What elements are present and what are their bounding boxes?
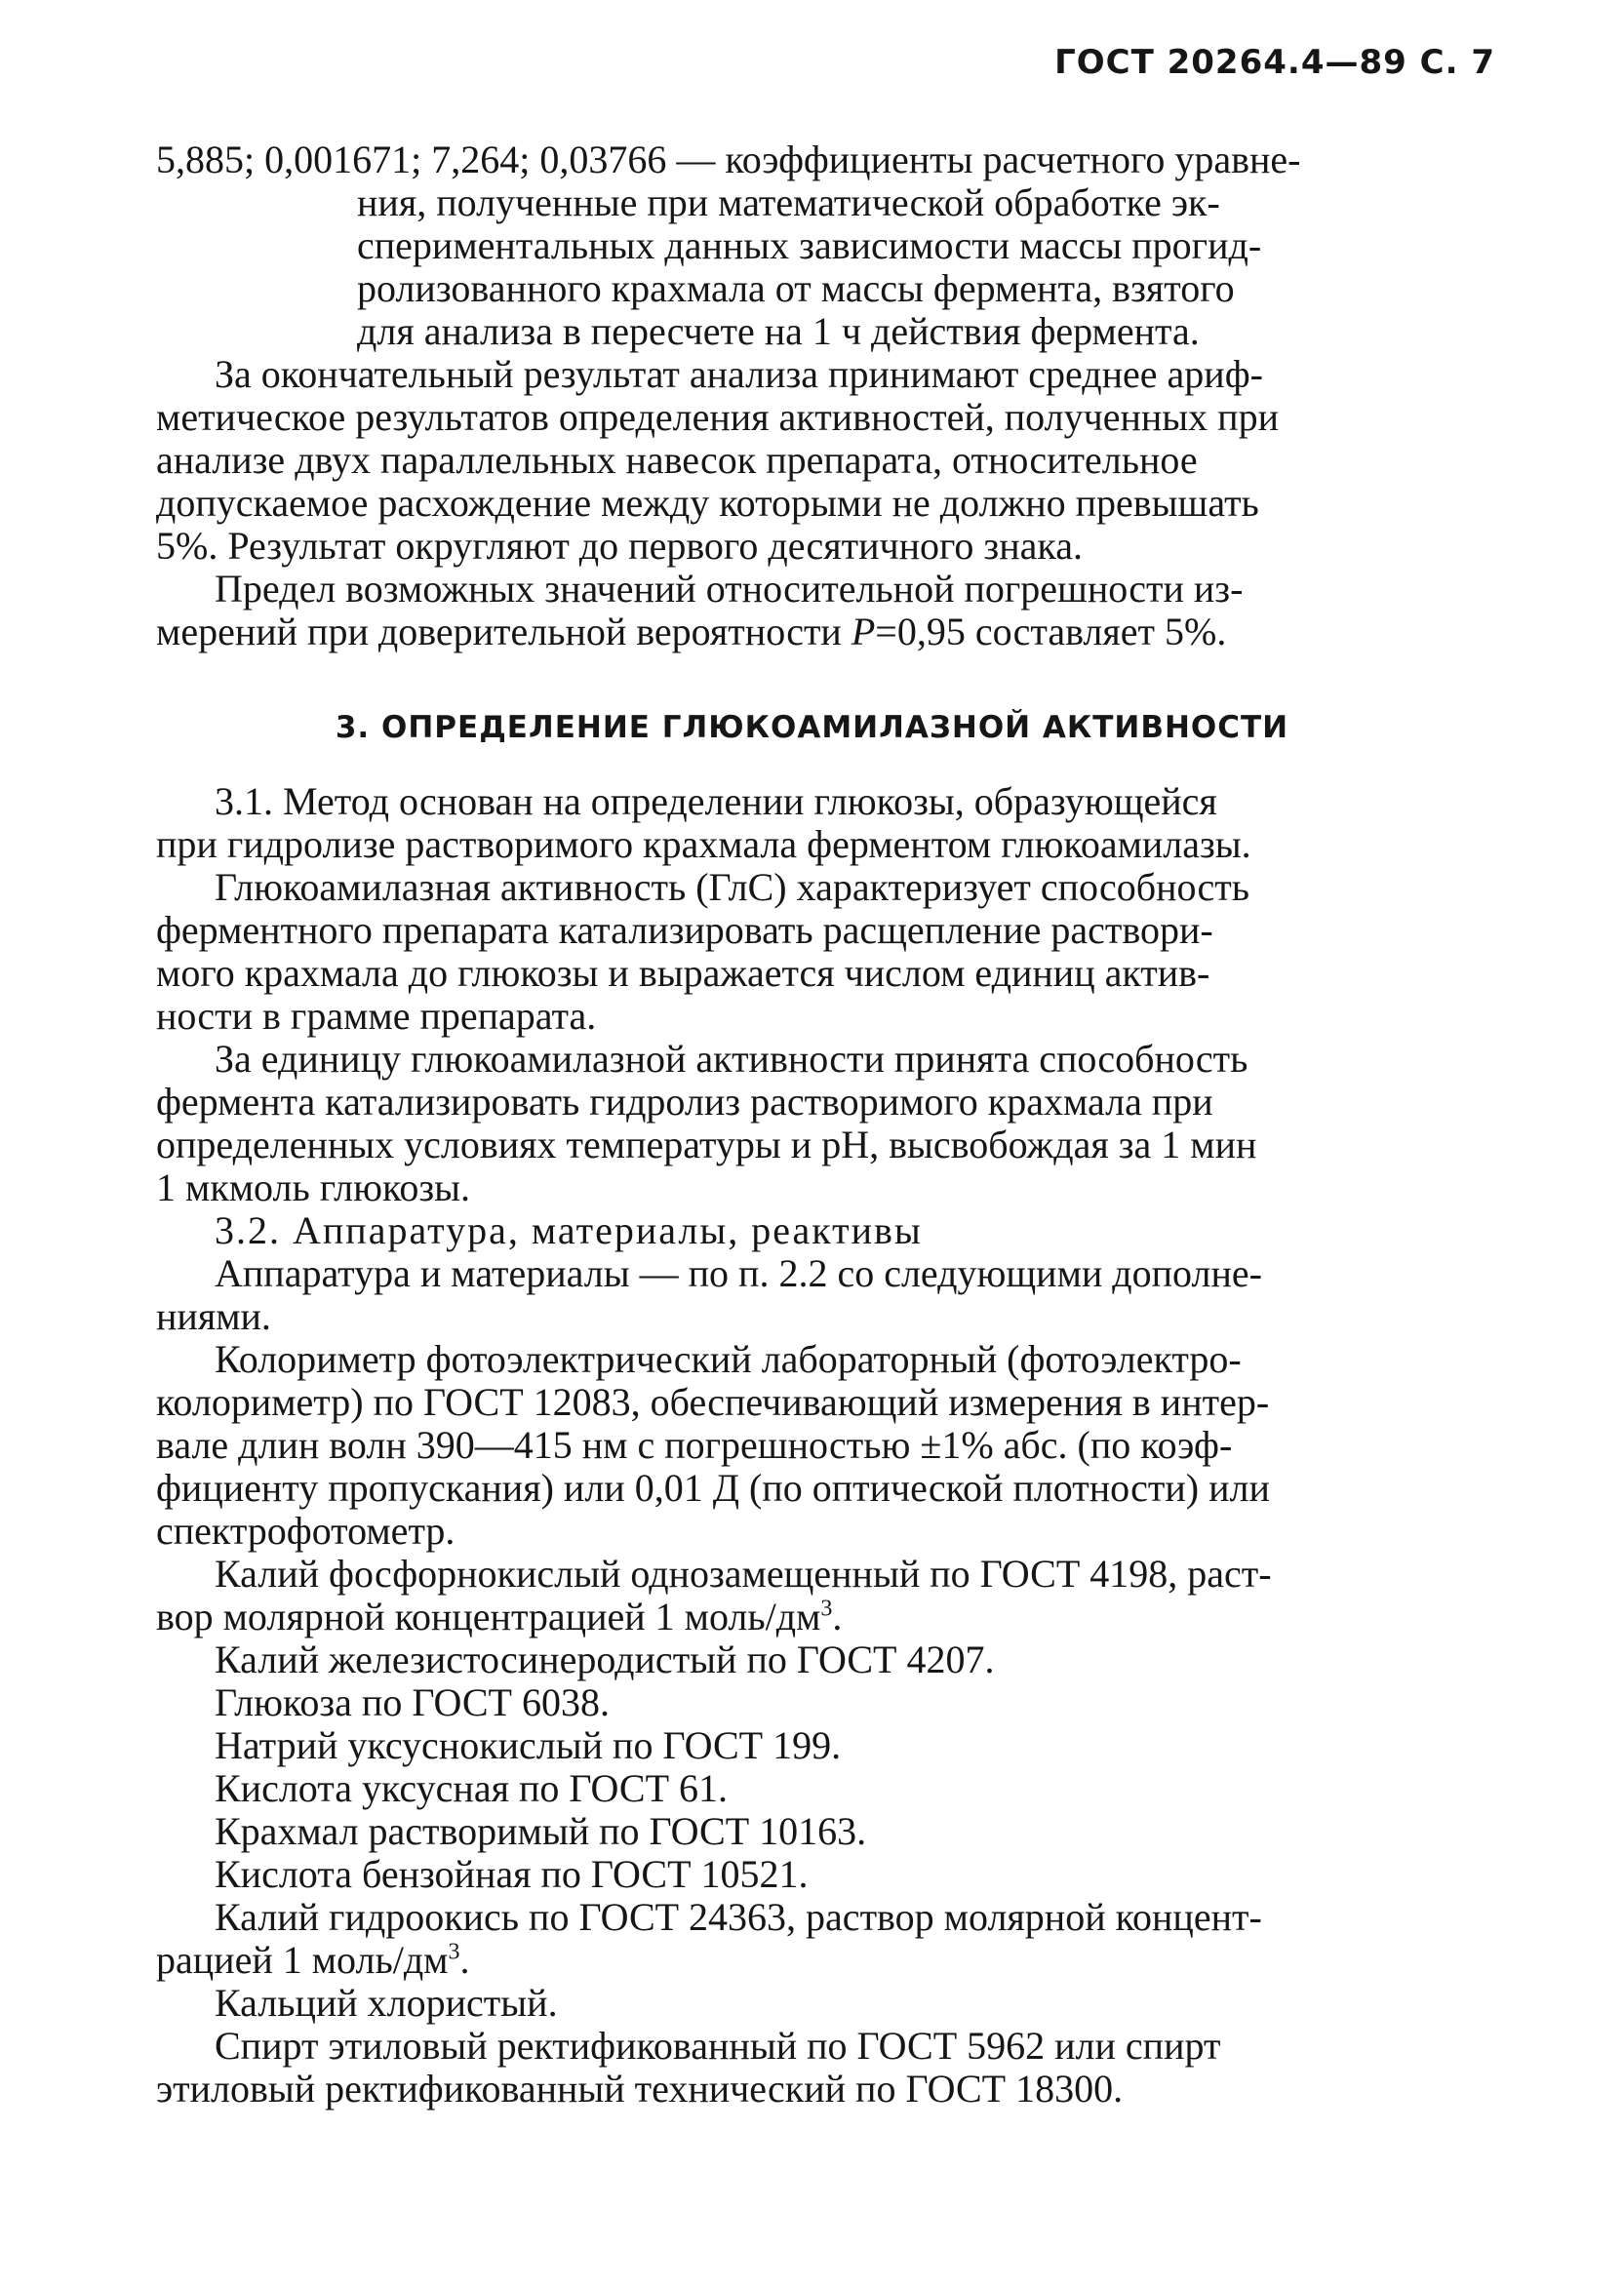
text-line: вале длин волн 390—415 нм с погрешностью ±1% абс. (по коэф- [156, 1423, 1233, 1467]
reagent-line: Натрий уксуснокислый по ГОСТ 199. [215, 1723, 842, 1767]
text-line: Колориметр фотоэлектрический лабораторный (фотоэлектро- [215, 1337, 1242, 1381]
text-line: определенных условиях температуры и pH, высвобождая за 1 мин [156, 1123, 1257, 1166]
section-heading: 3. ОПРЕДЕЛЕНИЕ ГЛЮКОАМИЛАЗНОЙ АКТИВНОСТИ [335, 710, 1289, 745]
text-line: фермента катализировать гидролиз растворимого крахмала при [156, 1080, 1213, 1124]
text-line: Калий гидроокись по ГОСТ 24363, раствор молярной концент- [215, 1895, 1262, 1939]
text-fragment: . [459, 1938, 470, 1982]
text-line: Глюкоамилазная активность (ГлС) характеризует способность [215, 865, 1249, 909]
text-fragment: вор молярной концентрацией 1 моль/дм [156, 1595, 821, 1638]
text-line: 1 мкмоль глюкозы. [156, 1165, 471, 1209]
text-line: ния, полученные при математической обработке эк- [357, 180, 1220, 224]
text-line: ролизованного крахмала от массы фермента, взятого [357, 266, 1235, 310]
running-header: ГОСТ 20264.4—89 С. 7 [1054, 43, 1495, 82]
text-fragment: мерений при доверительной вероятности [156, 610, 852, 653]
subsection-heading: 3.2. Аппаратура, материалы, реактивы [215, 1208, 923, 1252]
text-line: Предел возможных значений относительной погрешности из- [215, 567, 1244, 611]
reagent-line: Глюкоза по ГОСТ 6038. [215, 1680, 610, 1724]
text-line: метическое результатов определения активностей, полученных при [156, 395, 1279, 439]
reagent-line: Крахмал растворимый по ГОСТ 10163. [215, 1809, 867, 1853]
superscript: 3 [820, 1596, 833, 1622]
reagent-line: Кислота уксусная по ГОСТ 61. [215, 1766, 728, 1810]
text-line: допускаемое расхождение между которыми не должно превышать [156, 481, 1259, 525]
text-line: анализе двух параллельных навесок препарата, относительное [156, 438, 1198, 482]
text-line: Кальций хлористый. [215, 1981, 558, 2025]
text-line: Аппаратура и материалы — по п. 2.2 со следующими дополне- [215, 1251, 1262, 1295]
text-line: спектрофотометр. [156, 1509, 456, 1553]
text-line: ности в грамме препарата. [156, 994, 597, 1038]
text-fragment: рацией 1 моль/дм [156, 1938, 449, 1982]
text-line: За единицу глюкоамилазной активности принята способность [215, 1037, 1248, 1081]
text-line: 5,885; 0,001671; 7,264; 0,03766 — коэффициенты расчетного уравне- [156, 138, 1301, 181]
text-line: мого крахмала до глюкозы и выражается числом единиц актив- [156, 951, 1210, 995]
text-fragment: . [832, 1595, 843, 1638]
text-line: 3.1. Метод основан на определении глюкозы, образующейся [215, 779, 1217, 823]
reagent-line: Кислота бензойная по ГОСТ 10521. [215, 1852, 809, 1896]
text-line: 5%. Результат округляют до первого десятичного знака. [156, 524, 1083, 568]
reagent-line: Калий железистосинеродистый по ГОСТ 4207. [215, 1638, 995, 1681]
text-line: спериментальных данных зависимости массы прогид- [357, 223, 1262, 267]
text-line [156, 1939, 470, 1982]
text-line: колориметр) по ГОСТ 12083, обеспечивающий измерения в интер- [156, 1380, 1270, 1424]
text-line: этиловый ректификованный технический по ГОСТ 18300. [156, 2067, 1124, 2111]
text-line: ферментного препарата катализировать расщепление раствори- [156, 908, 1213, 952]
text-line: для анализа в пересчете на 1 ч действия фермента. [357, 309, 1200, 353]
text-line [156, 1596, 842, 1638]
text-line [156, 611, 1226, 653]
text-line: фициенту пропускания) или 0,01 Д (по оптической плотности) или [156, 1466, 1270, 1510]
text-line: За окончательный результат анализа принимают среднее ариф- [215, 352, 1263, 396]
text-line: при гидролизе растворимого крахмала ферментом глюкоамилазы. [156, 822, 1251, 866]
superscript: 3 [448, 1939, 460, 1965]
text-line: Спирт этиловый ректификованный по ГОСТ 5962 или спирт [215, 2024, 1221, 2068]
probability-symbol: Р [851, 610, 876, 653]
text-fragment: =0,95 составляет 5%. [875, 610, 1227, 653]
text-line: Калий фосфорнокислый однозамещенный по ГОСТ 4198, раст- [215, 1552, 1272, 1596]
text-line: ниями. [156, 1294, 271, 1338]
